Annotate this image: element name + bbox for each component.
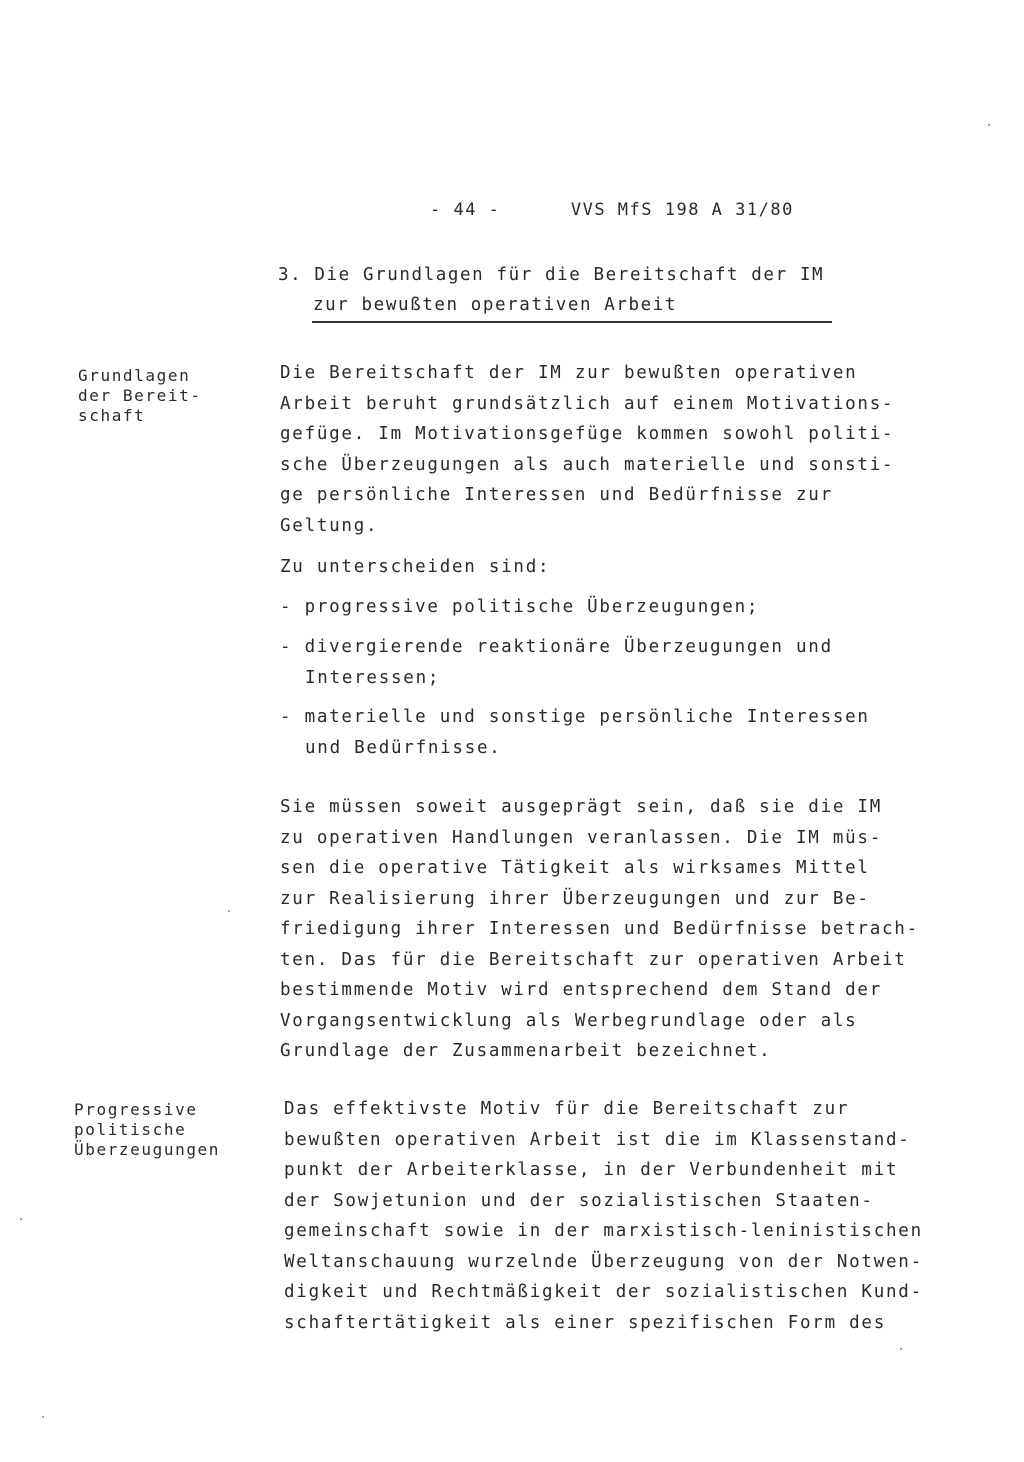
list-item-line: - progressive politische Überzeugungen; (280, 597, 760, 617)
page-header (430, 200, 794, 220)
paragraph-1 (280, 358, 940, 541)
list-item-3 (280, 702, 940, 763)
text-line: der Sowjetunion und der sozialistischen Staaten- (284, 1190, 874, 1211)
list-item-2 (280, 632, 940, 693)
text-line: gefüge. Im Motivationsgefüge kommen sowohl politi- (280, 424, 895, 444)
text-line: Zu unterscheiden sind: (280, 557, 551, 577)
list-item-1 (280, 592, 940, 623)
list-item-line: - divergierende reaktionäre Überzeugungen und (280, 637, 833, 657)
section-title (278, 260, 838, 320)
list-item-line: Interessen; (305, 667, 441, 688)
text-line: Das effektivste Motiv für die Bereitschaft zur (284, 1099, 850, 1119)
text-line: ten. Das für die Bereitschaft zur operativen Arbeit (280, 949, 907, 970)
text-line: zur Realisierung ihrer Überzeugungen und zur Be- (280, 888, 870, 909)
page-number: - 44 - (430, 200, 501, 220)
text-line: Sie müssen soweit ausgeprägt sein, daß sie die IM (280, 797, 883, 817)
text-line: sche Überzeugungen als auch materielle und sonsti- (280, 454, 895, 475)
margin-note-line: politische (74, 1120, 187, 1139)
section-title-line2: zur bewußten operativen Arbeit (313, 295, 678, 315)
text-line: schaftertätigkeit als einer spezifischen Form des (284, 1312, 887, 1333)
text-line: zu operativen Handlungen veranlassen. Die IM müs- (280, 827, 883, 848)
document-reference: VVS MfS 198 A 31/80 (570, 200, 794, 220)
section-title-line1: 3. Die Grundlagen für die Bereitschaft der IM (278, 265, 825, 285)
scan-speck (900, 1348, 902, 1350)
paragraph-2 (280, 792, 940, 1067)
text-line: Arbeit beruht grundsätzlich auf einem Motivations- (280, 393, 895, 414)
margin-note-line: Überzeugungen (74, 1140, 221, 1159)
text-line: Weltanschauung wurzelnde Überzeugung von der Notwen- (284, 1251, 923, 1272)
scan-speck (988, 124, 990, 126)
text-line: punkt der Arbeiterklasse, in der Verbundenheit mit (284, 1160, 899, 1180)
margin-note-line: schaft (78, 406, 146, 425)
text-line: gemeinschaft sowie in der marxistisch-leninistischen (284, 1221, 923, 1241)
text-line: bewußten operativen Arbeit ist die im Klassenstand- (284, 1129, 911, 1150)
scan-speck (228, 910, 230, 912)
margin-note-progressive (74, 1100, 254, 1160)
margin-note-line: Grundlagen (78, 366, 191, 385)
text-line: friedigung ihrer Interessen und Bedürfnisse betrach- (280, 919, 919, 939)
text-line: Die Bereitschaft der IM zur bewußten operativen (280, 363, 858, 383)
text-line: sen die operative Tätigkeit als wirksames Mittel (280, 858, 870, 878)
text-line: Grundlage der Zusammenarbeit bezeichnet. (280, 1041, 772, 1061)
text-line: Geltung. (280, 515, 379, 536)
margin-note-line: Progressive (74, 1100, 198, 1119)
scan-speck (20, 1218, 22, 1220)
text-line: digkeit und Rechtmäßigkeit der sozialistischen Kund- (284, 1282, 923, 1302)
margin-note-line: der Bereit- (78, 386, 202, 405)
scan-speck (42, 1416, 44, 1418)
margin-note-grundlagen (78, 366, 258, 426)
text-line: Vorgangsentwicklung als Werbegrundlage oder als (280, 1010, 858, 1031)
text-line: ge persönliche Interessen und Bedürfnisse zur (280, 485, 833, 505)
list-intro (280, 552, 940, 583)
list-item-line: und Bedürfnisse. (305, 737, 502, 758)
text-line: bestimmende Motiv wird entsprechend dem Stand der (280, 980, 883, 1000)
title-underline (312, 321, 832, 323)
list-item-line: - materielle und sonstige persönliche Interessen (280, 707, 870, 727)
paragraph-3 (284, 1094, 944, 1338)
